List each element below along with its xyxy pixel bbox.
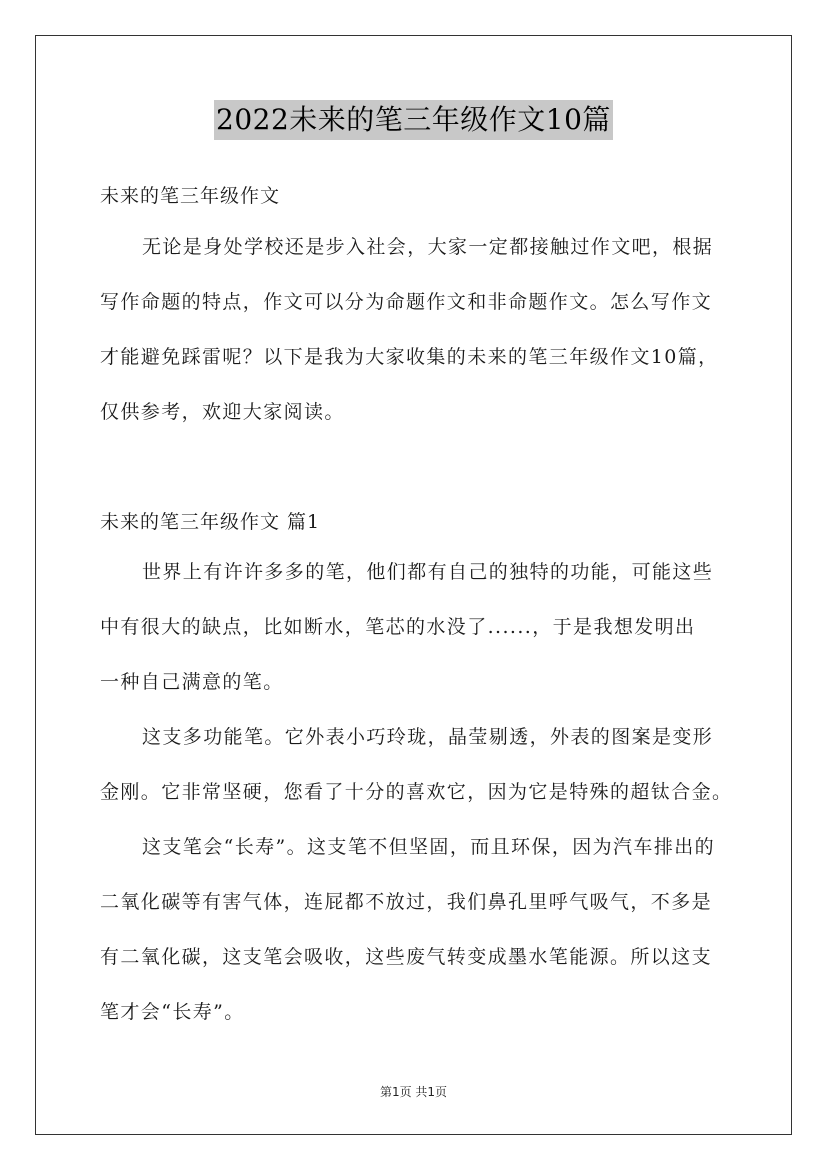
intro-paragraph (100, 220, 730, 440)
text-line: 无论是身处学校还是步入社会，大家一定都接触过作文吧，根据 (142, 236, 714, 258)
page-footer: 第1页 共1页 (379, 1085, 448, 1099)
text-line: 这支笔会“长寿”。这支笔不但坚固，而且环保，因为汽车排出的 (142, 836, 716, 858)
text-line: 写作命题的特点，作文可以分为命题作文和非命题作文。怎么写作文 (100, 291, 713, 313)
text-line: 中有很大的缺点，比如断水，笔芯的水没了......，于是我想发明出 (100, 616, 696, 638)
text-line: 才能避免踩雷呢？以下是我为大家收集的未来的笔三年级作文10篇， (100, 346, 719, 368)
section-heading: 未来的笔三年级作文 篇1 (100, 511, 321, 533)
title-wrap (0, 100, 827, 140)
text-line: 笔才会“长寿”。 (100, 1001, 245, 1023)
text-line: 世界上有许许多多的笔，他们都有自己的独特的功能，可能这些 (142, 561, 714, 583)
text-line: 有二氧化碳，这支笔会吸收，这些废气转变成墨水笔能源。所以这支 (100, 946, 713, 968)
text-line: 金刚。它非常坚硬，您看了十分的喜欢它，因为它是特殊的超钛合金。 (100, 781, 733, 803)
text-line: 二氧化碳等有害气体，连屁都不放过，我们鼻孔里呼气吸气，不多是 (100, 891, 713, 913)
text-line: 仅供参考，欢迎大家阅读。 (100, 401, 345, 423)
text-line: 这支多功能笔。它外表小巧玲珑，晶莹剔透，外表的图案是变形 (142, 726, 714, 748)
document-title: 2022未来的笔三年级作文10篇 (214, 100, 613, 140)
intro-heading: 未来的笔三年级作文 (100, 185, 281, 207)
text-line: 一种自己满意的笔。 (100, 671, 284, 693)
section-body (100, 545, 733, 1040)
